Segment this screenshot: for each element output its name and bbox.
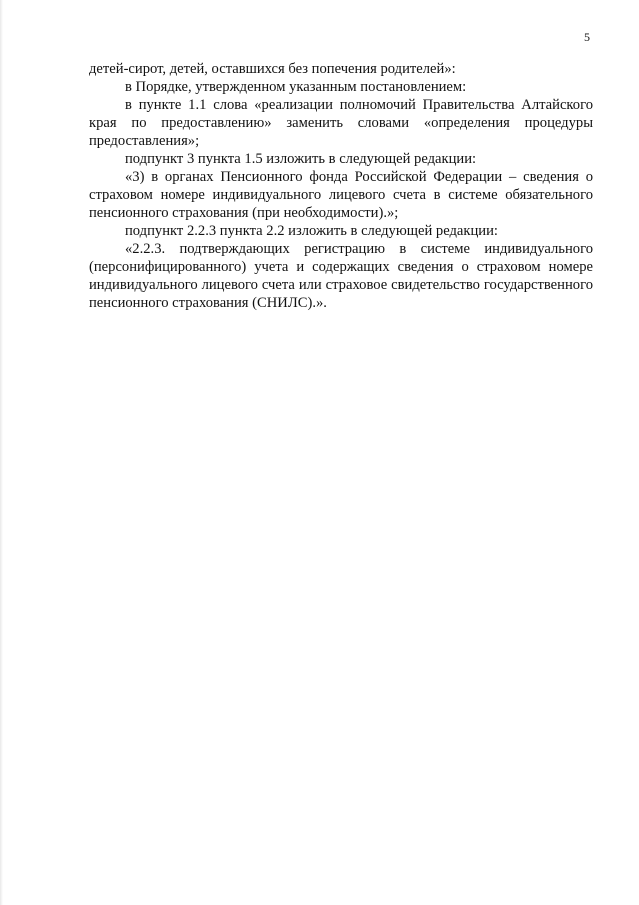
paragraph-order-intro: в Порядке, утвержденном указанным постановлением: bbox=[125, 79, 467, 95]
scan-edge bbox=[0, 0, 3, 905]
page-number: 5 bbox=[584, 30, 590, 44]
paragraph-subitem-3-intro: подпункт 3 пункта 1.5 изложить в следующей редакции: bbox=[125, 151, 477, 167]
paragraph-subitem-3-text: «3) в органах Пенсионного фонда Российской Федерации – сведения о страховом номере индивидуального лицевого счета в системе обязательного пенсионного страхования (при необходимости).»; bbox=[89, 169, 593, 221]
document-body bbox=[89, 60, 593, 312]
paragraph-continuation: детей-сирот, детей, оставшихся без попечения родителей»: bbox=[89, 61, 456, 77]
paragraph-subitem-2-2-3-intro: подпункт 2.2.3 пункта 2.2 изложить в следующей редакции: bbox=[125, 223, 498, 239]
paragraph-subitem-2-2-3-text: «2.2.3. подтверждающих регистрацию в системе индивидуального (персонифицированного) учета и содержащих сведения о страховом номере индивидуального лицевого счета или страховое свидетельство государственного пенсионного страхования (СНИЛС).». bbox=[89, 241, 593, 311]
paragraph-item-1-1: в пункте 1.1 слова «реализации полномочий Правительства Алтайского края по предоставлению» заменить словами «определения процедуры предоставления»; bbox=[89, 97, 593, 149]
